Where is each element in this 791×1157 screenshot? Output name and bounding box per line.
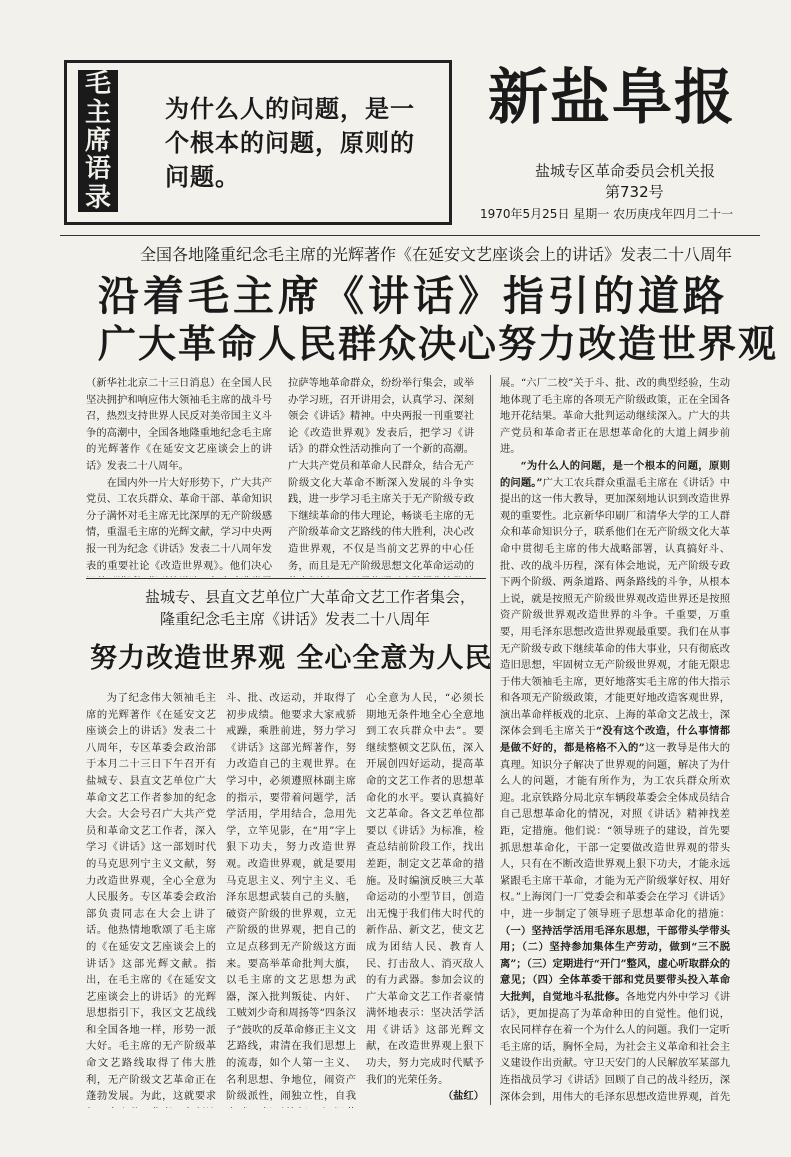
- measures-emphasis: （一）坚持活学活用毛泽东思想，干部带头学带头用；（二）坚持参加集体生产劳动，做到“三不脱离”；（三）定期进行“开门”整风，虚心听取群众的意见；（四）全体革委干部和党员要带头投入革命大批判，自觉地斗私批修。: [500, 924, 730, 1003]
- lead-col1-paragraph: （新华社北京二十三日消息）在全国人民坚决拥护和响应伟大领袖毛主席的战斗号召，热烈支持世界人民反对美帝国主义斗争的高潮中，全国各地隆重地纪念毛主席的光辉著作《在延安文艺座谈会上的讲话》发表二十八周年。: [86, 377, 272, 472]
- lead-column-1: [86, 375, 272, 577]
- second-headline: 努力改造世界观 全心全意为人民: [90, 643, 493, 674]
- quotation-label: [78, 70, 118, 212]
- quotation-label-char: 主: [84, 97, 111, 128]
- second-col1-paragraph: 为了纪念伟大领袖毛主席的光辉著作《在延安文艺座谈会上的讲话》发表二十八周年，专区革委会政治部于本月二十三日下午召开有盐城专、县直文艺单位广大革命文艺工作者参加的纪念大会。大会号召广大共产党员和革命文艺工作者，深入学习《讲话》这一部划时代的马克思列宁主义文献，努力改造世界观，全心全意为人民服务。专区革委会政治部负责同志在大会上讲了话。他热情地歌颂了毛主席的《在延安文艺座谈会上的讲话》这部光辉文献。指出，在毛主席的《在延安文艺座谈会上的讲话》的光辉思想指引下，我区文艺战线和全国各地一样，形势一派大好。毛主席的无产阶级革命文艺路线取得了伟大胜利，无产阶级文艺革命正在蓬勃发展。为此，这就要求: [86, 692, 216, 1103]
- issue-date: 1970年5月25日 星期一 农历庚戌年四月二十一: [480, 207, 734, 221]
- newspaper-masthead: 新盐阜报: [488, 63, 736, 133]
- lead-column-3: [500, 375, 730, 1107]
- lead-headline-1: 沿着毛主席《讲话》指引的道路: [98, 272, 728, 320]
- lead-col2-paragraph: 拉萨等地革命群众，纷纷举行集会，或举办学习班，召开讲用会，认真学习、深刻领会《讲话》精神。中央两报一刊重要社论《改造世界观》发表后，把学习《讲话》的群众性活动推向了一个新的高潮。广大共产党员和革命人民群众，结合无产阶级文化大革命不断深入发展的斗争实践，进一步学习毛主席关于无产阶级专政下继续革命的伟大理论，畅谈毛主席的无产阶级革命文艺路线的伟大胜利，决心改造世界观，不仅是当前文艺界的中心任务，而且是无产阶级思想文化革命运动的: [288, 377, 474, 572]
- divider: [60, 235, 760, 236]
- second-column-1: [86, 690, 216, 1108]
- quotation-text: 为什么人的问题，是一个根本的问题，原则的问题。: [165, 94, 415, 191]
- lead-column-2: [288, 375, 474, 577]
- body-text: 广大工农兵群众重温毛主席在《讲话》中提出的这一伟大教导，更加深刻地认识到改造世界观的重要性。北京新华印刷厂和清华大学的工人群众和革命知识分子，联系他们在无产阶级文化大革命中贯彻毛主席的伟大战略部署，认真搞好斗、批、改的战斗历程，深有体会地说，无产阶级专政下两个阶级、两条道路、两条路线的斗争，从根本上说，就是按照无产阶级世界观改造世界还是按照资产阶级世界观改造世界的斗争。千重要，万重要，用毛泽东思想改造世界观最重要。我们在从事无产阶级专政下继续革命的伟大事业，只有彻底改造旧思想，牢固树立无产阶级世界观，才能无限忠于伟大领袖毛主席，更好地落实毛主席的伟大指示和各项无产阶级政策，才能更好地改造客观世界，演出革命样板戏的北京、上海的革命文艺战士，深深体会到毛主席关于: [500, 476, 730, 738]
- second-kicker-2: 隆重纪念毛主席《讲话》发表二十八周年: [160, 610, 431, 628]
- publisher-org: 盐城专区革命委员会机关报: [535, 162, 716, 180]
- second-col2-paragraph: 斗、批、改运动，并取得了初步成绩。他要求大家戒骄戒躁，乘胜前进，努力学习《讲话》这部光辉著作，努力改造自己的主观世界。在学习中，必须遵照林副主席的指示，要带着问题学，活学活用，学用结合，急用先学，立竿见影，在“用”字上狠下功夫，努力改造世界观。改造世界观，就是要用马克思主义、列宁主义、毛泽东思想武装自己的头脑，破资产阶级的世界观，立无产阶级的世界观，把自己的立足点移到无产阶级这方面来。要高举革命批判大旗，以毛主席的文艺思想为武器，深入批判叛徒、内奸、工贼刘少奇和周扬等“四条汉子”鼓吹的反革命修正主义文艺路线，肃清在我们思想上的流毒，如个人第一主义、名利思想、争地位，闹资产阶级派性，闹独立性，自我: [226, 692, 356, 1103]
- quote-emphasis: “为什么人的问题，是一个根本的问题，原则的问题。”: [500, 459, 730, 489]
- divider: [86, 578, 486, 579]
- quotation-label-char: 席: [84, 125, 111, 156]
- issue-number: 第732号: [605, 183, 664, 201]
- quote-emphasis: “没有这个改造，什么事情都是做不好的，都是格格不入的”: [500, 725, 730, 755]
- lead-headline-2: 广大革命人民群众决心努力改造世界观: [98, 322, 779, 366]
- lead-col3-paragraph: 展。“六厂二校”关于斗、批、改的典型经验，生动地体现了毛主席的各项无产阶级政策，正在全国各地开花结果。革命大批判运动继续深入。广大的共产党员和革命者正在思想革命化的大道上阔步前进。: [500, 377, 730, 456]
- quotation-label-char: 语: [84, 154, 111, 185]
- second-col3-paragraph: 心全意为人民，“必须长期地无条件地全心全意地到工农兵群众中去”。要继续整顿文艺队伍，深入开展创四好运动，提高革命的文艺工作者的思想革命化的水平。要认真搞好文艺革命。各文艺单位都要以《讲话》为标准，检查总结前阶段工作，找出差距，制定文艺革命的措施。及时编演反映三大革命运动的小型节目，创造出无愧于我们伟大时代的新作品、新文艺，使文艺成为团结人民、教育人民、打击敌人、消灭敌人的有力武器。参加会议的广大革命文艺工作者豪情满怀地表示：坚决活学活用《讲话》这部光辉文献，在改造世界观上狠下功夫，努力完成时代赋予我们的光荣任务。: [366, 692, 484, 1086]
- column-divider: [490, 375, 491, 1105]
- lead-kicker: 全国各地隆重纪念毛主席的光辉著作《在延安文艺座谈会上的讲话》发表二十八周年: [140, 245, 733, 264]
- second-column-2: [226, 690, 356, 1108]
- lead-col3-paragraph: [500, 458, 730, 1107]
- lead-col1-paragraph: 在国内外一片大好形势下，广大共产党员、工农兵群众、革命干部、革命知识分子满怀对毛主席无比深厚的无产阶级感情，重温毛主席的光辉文献，学习中央两报一刊为纪念《讲话》发表二十八周年发表的重要社论《改造世界观》。他们决心: [86, 476, 272, 572]
- body-text: 各地党内外中学习《讲话》，更加提高了为革命种田的自觉性。他们说，农民同样存在着一个为什么人的问题。我们一定听毛主席的话，胸怀全局，为社会主义革命和社会主义建设作出贡献。守卫天安门的人民解放军某部九连指战员学习《讲话》回顾了自己的战斗经历，深深体会到，用伟大的毛泽东思想改造世界观，首先: [500, 990, 730, 1103]
- quotation-label-char: 录: [84, 182, 111, 213]
- quotation-label-char: 毛: [84, 69, 111, 100]
- second-kicker-1: 盐城专、县直文艺单位广大革命文艺工作者集会，: [145, 588, 476, 606]
- second-column-3: [366, 690, 484, 1108]
- body-text: 这一教导是伟大的真理。知识分子解决了世界观的问题，解决了为什么人的问题，才能有所作为，为工农兵群众所欢迎。北京铁路分局北京车辆段革委会全体成员结合自己思想革命化的情况，对照《讲话》精神找差距，定措施。他们说：“领导班子的建设，首先要抓思想革命化，干部一定要做改造世界观的带头人，只有在不断改造世界观上狠下功夫，才能永远紧跟毛主席干革命，才能为无产阶级掌好权、用好权。”上海闵门一厂党委会和革委会在学习《讲话》中，进一步制定了领导班子思想革命化的措施：: [500, 742, 730, 920]
- byline: （盐红）: [442, 1090, 484, 1103]
